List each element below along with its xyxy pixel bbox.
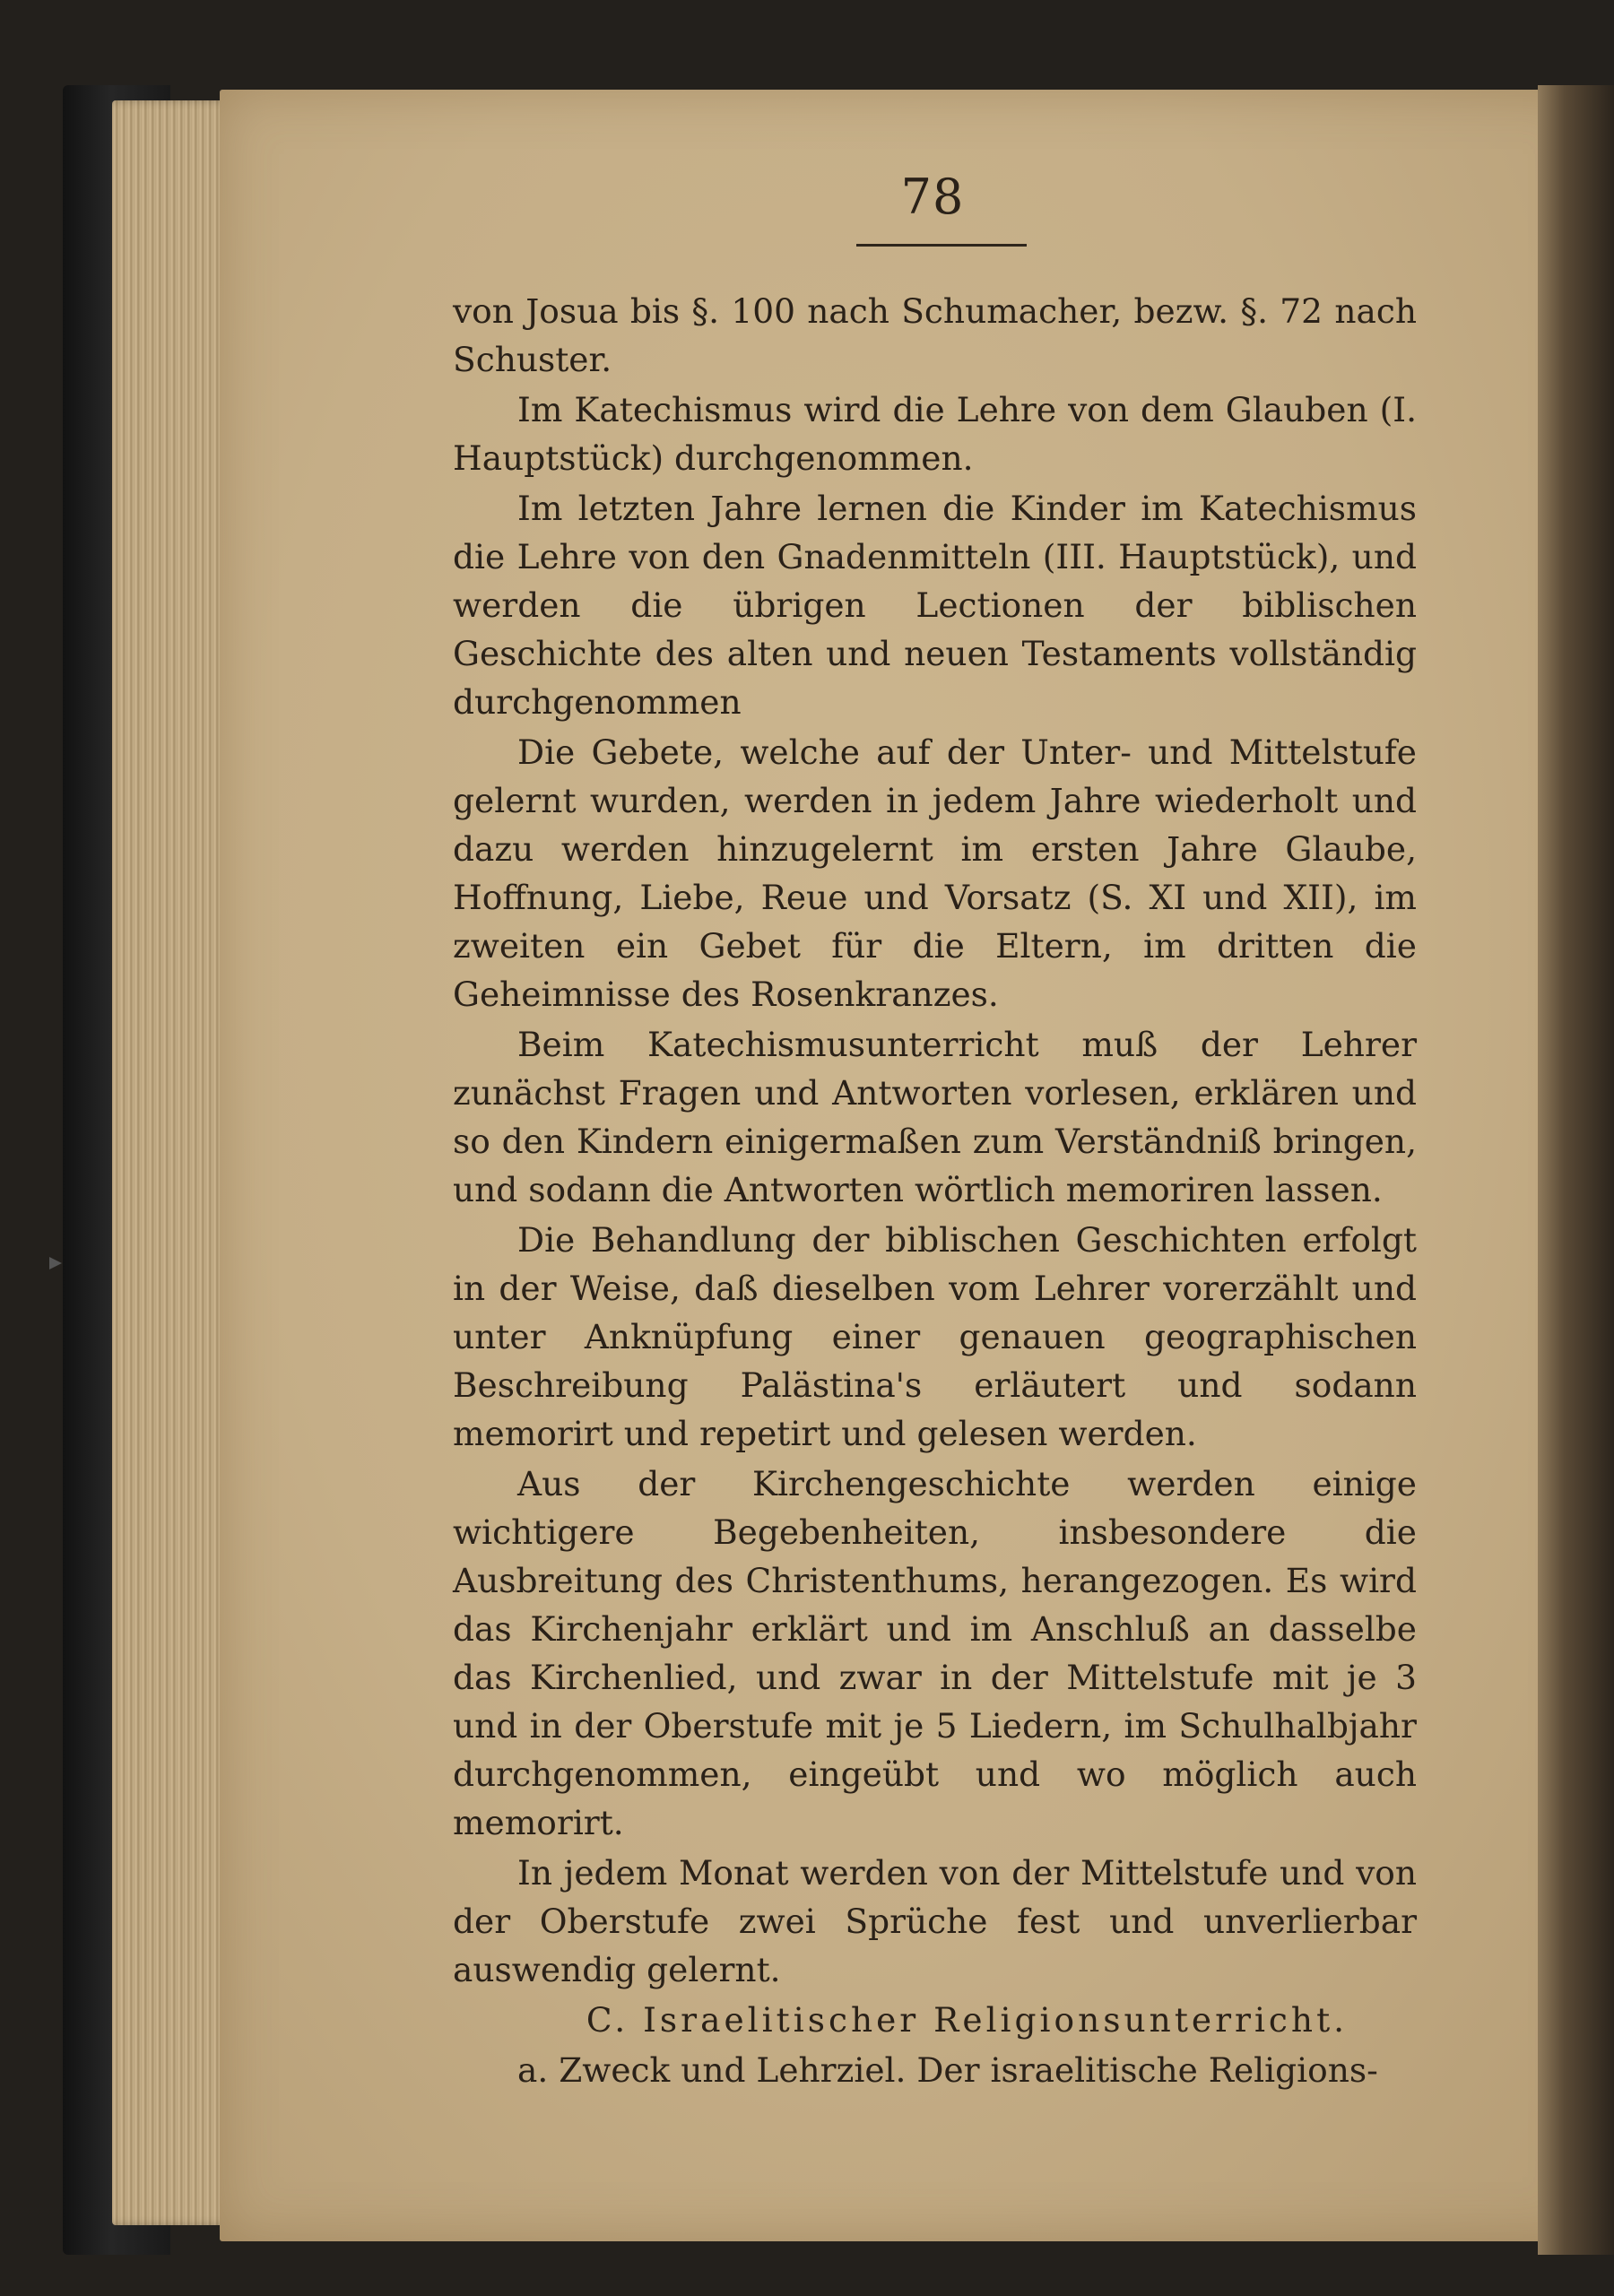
page-number: 78	[900, 169, 965, 225]
subheading: a. Zweck und Lehrziel. Der israelitische Religions-	[517, 2050, 1378, 2090]
paragraph-6: Die Behandlung der biblischen Geschichten erfolgt in der Weise, daß dieselben vom Lehrer vorerzählt und unter Anknüpfung einer genauen geographischen Beschreibung Palästina's erläutert und sodann memorirt und repetirt und gelesen werden.	[453, 1220, 1417, 1453]
paragraph-4: Die Gebete, welche auf der Unter- und Mittelstufe gelernt wurden, werden in jedem Jahre wiederholt und dazu werden hinzugelernt im ersten Jahre Glaube, Hoffnung, Liebe, Reue und Vorsatz (S. XI und XII), im zweiten ein Gebet für die Eltern, im dritten die Geheimnisse des Rosenkranzes.	[453, 732, 1417, 1014]
paragraph-5: Beim Katechismusunterricht muß der Lehrer zunächst Fragen und Antworten vorlesen, erklären und so den Kindern einigermaßen zum Verständniß bringen, und sodann die Antworten wörtlich memoriren lassen.	[453, 1025, 1417, 1209]
paragraph-2: Im Katechismus wird die Lehre von dem Glauben (I. Hauptstück) durchgenommen.	[453, 390, 1417, 478]
paragraph-1: von Josua bis §. 100 nach Schumacher, bezw. §. 72 nach Schuster.	[453, 291, 1417, 379]
section-heading: C. Israelitischer Religionsunterricht.	[586, 2000, 1349, 2040]
paragraph-8: In jedem Monat werden von der Mittelstufe und von der Oberstufe zwei Sprüche fest und unverlierbar auswendig gelernt.	[453, 1853, 1417, 1989]
page-number-rule	[856, 244, 1027, 247]
paragraph-3: Im letzten Jahre lernen die Kinder im Katechismus die Lehre von den Gnadenmitteln (III. Hauptstück), und werden die übrigen Lectionen der biblischen Geschichte des alten und neuen Testaments vollständig durchgenommen	[453, 489, 1417, 722]
page-gutter-shadow	[1538, 85, 1614, 2255]
page-body-text	[453, 287, 1417, 2096]
paragraph-7: Aus der Kirchengeschichte werden einige wichtigere Begebenheiten, insbesondere die Ausbreitung des Christenthums, herangezogen. Es wird das Kirchenjahr erklärt und im Anschluß an dasselbe das Kirchenlied, und zwar in der Mittelstufe mit je 3 und in der Oberstufe mit je 5 Liedern, im Schulhalbjahr durchgenommen, eingeübt und wo möglich auch memorirt.	[453, 1464, 1417, 1842]
margin-arrow-icon	[49, 1257, 62, 1269]
